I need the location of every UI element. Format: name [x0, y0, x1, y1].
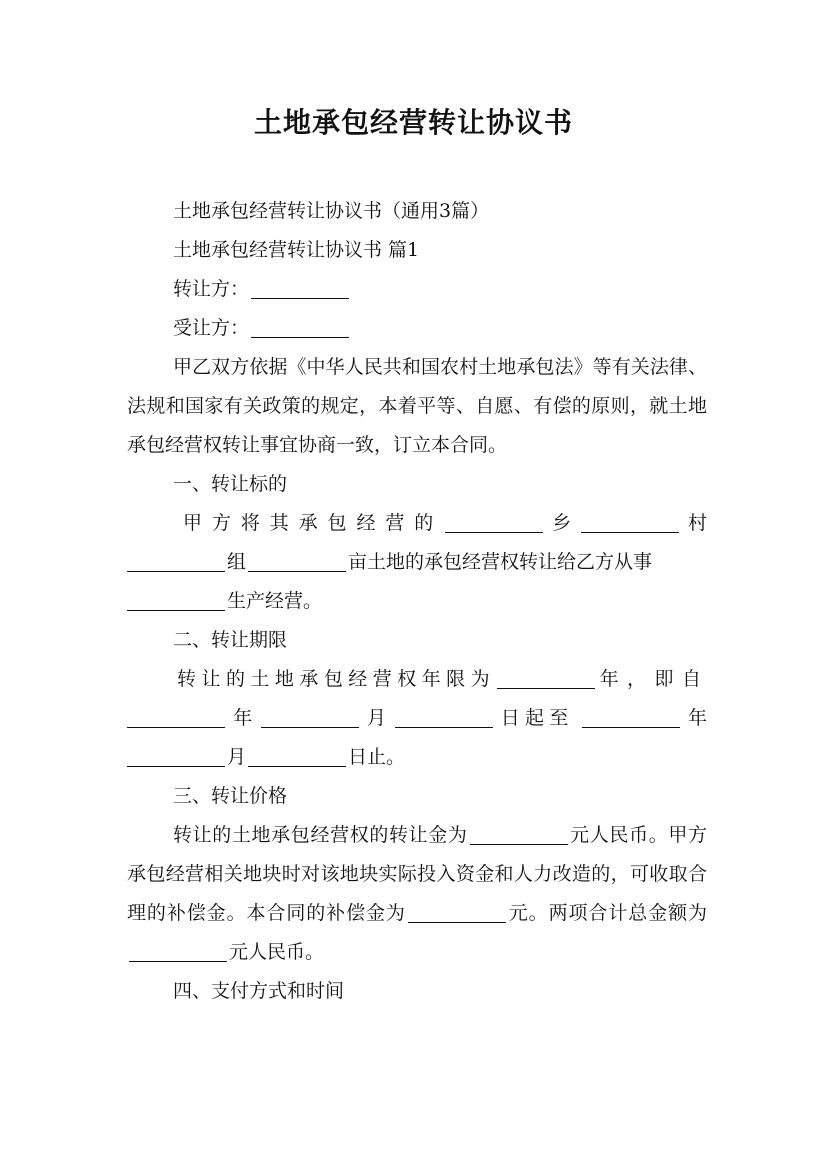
start-month-blank	[261, 703, 359, 728]
end-month-blank	[127, 742, 225, 767]
village-label: 村	[687, 512, 707, 534]
document-body	[127, 192, 707, 1011]
section-2-line-3	[127, 738, 707, 777]
end-month-label: 月	[227, 746, 247, 768]
village-blank	[581, 508, 679, 533]
party-a-blank	[251, 274, 349, 299]
start-year-blank	[127, 703, 225, 728]
subtitle: 土地承包经营转让协议书（通用3篇）	[173, 200, 490, 222]
section-4-heading: 四、支付方式和时间	[173, 980, 345, 1002]
intro-paragraph: 甲乙双方依据《中华人民共和国农村土地承包法》等有关法律、法规和国家有关政策的规定，本着平等、自愿、有偿的原则，就土地承包经营权转让事宜协商一致，订立本合同。	[127, 356, 707, 456]
township-label: 乡	[552, 512, 573, 534]
section-3-text-c: 元。两项合计总金额为	[507, 902, 707, 924]
section-3-heading: 三、转让价格	[173, 785, 288, 807]
section-3-text-d: 元人民币。	[229, 941, 325, 963]
village-name-blank	[127, 547, 225, 572]
end-day-blank	[248, 742, 346, 767]
section-1-text-2: 亩土地的承包经营权转让给乙方从事	[348, 551, 653, 573]
section-3-text: 转让的土地承包经营权的转让金为	[173, 824, 468, 846]
section-3-text-b: 元人民币。甲方承包经营相关地块时对该地块实际投入资金和人力改造的，可收取合理的补偿金。本合同的补偿金为	[127, 824, 707, 924]
document-title: 土地承包经营转让协议书	[253, 106, 573, 139]
term-years-blank	[497, 664, 595, 689]
section-1-line-3	[127, 582, 707, 621]
section-2-line-2	[127, 699, 707, 738]
acreage-blank	[248, 547, 346, 572]
section-1-text: 甲方将其承包经营的	[183, 512, 444, 534]
party-b-blank	[251, 313, 349, 338]
section-1-line-1	[127, 504, 707, 543]
party-b-line	[127, 309, 707, 348]
party-a-line	[127, 270, 707, 309]
township-blank	[445, 508, 543, 533]
start-month-label: 月	[367, 707, 387, 729]
transfer-fee-blank	[470, 820, 568, 845]
section-1-line-2	[127, 543, 707, 582]
start-year-label: 年	[233, 707, 253, 729]
business-type-blank	[127, 586, 225, 611]
end-day-label: 日止。	[348, 746, 406, 768]
section-2-heading: 二、转让期限	[173, 629, 288, 651]
group-label: 组	[227, 551, 247, 573]
end-year-label: 年	[687, 707, 707, 729]
total-amount-blank	[129, 937, 227, 962]
compensation-blank	[408, 898, 506, 923]
section-2-line-1	[127, 660, 707, 699]
section-3-paragraph	[127, 816, 707, 972]
section-1-heading: 一、转让标的	[173, 473, 288, 495]
start-day-blank	[395, 703, 493, 728]
party-a-label: 转让方：	[173, 278, 250, 300]
start-day-label: 日起至	[500, 707, 574, 729]
end-year-blank	[582, 703, 680, 728]
chapter-heading: 土地承包经营转让协议书 篇1	[173, 239, 420, 261]
section-2-text-b: 年，即自	[597, 668, 707, 690]
section-2-text: 转让的土地承包经营权年限为	[177, 668, 496, 690]
section-1-text-3: 生产经营。	[227, 590, 323, 612]
party-b-label: 受让方：	[173, 317, 250, 339]
